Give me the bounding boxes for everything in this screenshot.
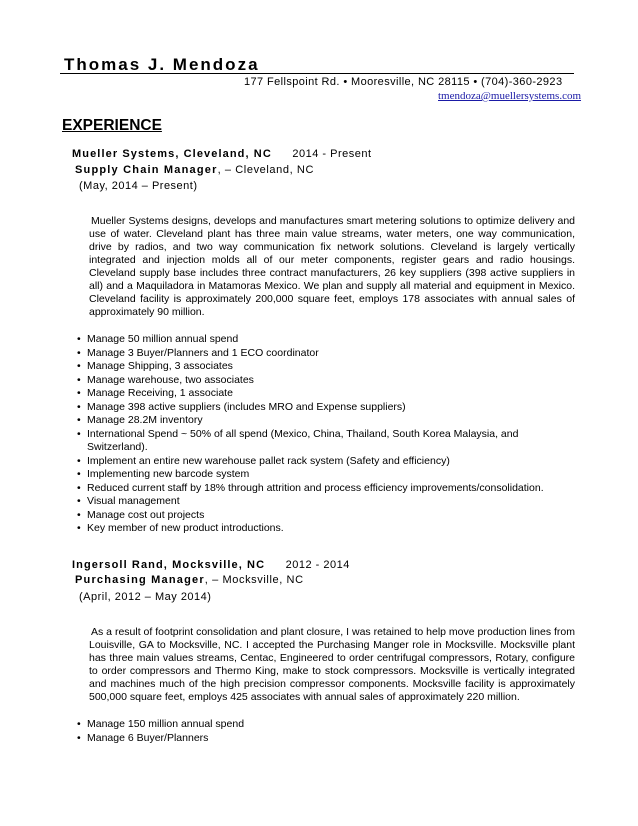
job-description: As a result of footprint consolidation and plant closure, I was retained to help move production lines from Louisville, GA to Mocksville, NC. I accepted the Purchasing Manger role in Mocksville. Mocksville plant has three main values streams, Centac, Engineered to order centrifugal compressors, Rotary, configure to order compressors and Thermo King, make to stock compressors. Mocksville is vertically integrated and machines much of the high precision compressor components. Mocksville facility is approximately 500,000 square feet, employs 425 associates with annual sales of approximately 220 million. — [89, 626, 575, 703]
job-title: Purchasing Manager — [75, 574, 205, 586]
job-header — [72, 144, 372, 162]
list-item: • Key member of new product introductions. — [77, 522, 577, 536]
list-item: • Manage warehouse, two associates — [77, 374, 577, 388]
list-item: • Manage 398 active suppliers (includes MRO and Expense suppliers) — [77, 401, 577, 415]
job-title-line — [75, 164, 314, 176]
job-description: Mueller Systems designs, develops and manufactures smart metering solutions to optimize delivery and use of water. Cleveland plant has three main value streams, water meters, one way communication, drive by radios, and two way communication fix network solutions. Cleveland is largely vertically integrated and injection molds all of our meter components, register gears and radio housings. Cleveland supply base includes three contract manufacturers, 26 key suppliers (398 active suppliers in all) and a Maquiladora in Matamoras Mexico. We plan and supply all material and equipment in Mexico. Cleveland facility is approximately 200,000 square feet, employs 178 associates with annual sales of approximately 90 million. — [89, 215, 575, 318]
list-item: • Manage 150 million annual spend — [77, 718, 577, 732]
job-period: (May, 2014 – Present) — [79, 180, 198, 192]
job-dates: 2012 - 2014 — [285, 559, 350, 571]
list-item: • Manage cost out projects — [77, 509, 577, 523]
job-bullet-list — [77, 333, 577, 536]
company-name: Ingersoll Rand, Mocksville, NC — [72, 559, 266, 571]
job-bullet-list — [77, 718, 577, 745]
list-item: • International Spend ~ 50% of all spend (Mexico, China, Thailand, South Korea Malaysia, and Switzerland). — [77, 428, 577, 455]
list-item: • Implement an entire new warehouse pallet rack system (Safety and efficiency) — [77, 455, 577, 469]
list-item: • Manage 28.2M inventory — [77, 414, 577, 428]
list-item: • Manage 6 Buyer/Planners — [77, 732, 577, 746]
job-dates: 2014 - Present — [292, 148, 372, 160]
job-location: , – Mocksville, NC — [204, 574, 304, 586]
job-location: , – Cleveland, NC — [217, 164, 314, 176]
company-name: Mueller Systems, Cleveland, NC — [72, 148, 272, 160]
header-divider — [60, 73, 574, 74]
list-item: • Manage 50 million annual spend — [77, 333, 577, 347]
job-period: (April, 2012 – May 2014) — [79, 591, 212, 603]
list-item: • Manage Shipping, 3 associates — [77, 360, 577, 374]
list-item: • Manage 3 Buyer/Planners and 1 ECO coordinator — [77, 347, 577, 361]
list-item: • Implementing new barcode system — [77, 468, 577, 482]
section-title-experience: EXPERIENCE — [62, 117, 162, 134]
job-title-line — [75, 574, 304, 586]
list-item: • Visual management — [77, 495, 577, 509]
list-item: • Reduced current staff by 18% through attrition and process efficiency improvements/consolidation. — [77, 482, 577, 496]
candidate-name: Thomas J. Mendoza — [64, 55, 260, 74]
job-header — [72, 555, 350, 573]
contact-address: 177 Fellspoint Rd. • Mooresville, NC 28115 • (704)-360-2923 — [244, 76, 563, 88]
list-item: • Manage Receiving, 1 associate — [77, 387, 577, 401]
contact-email-link[interactable]: tmendoza@muellersystems.com — [438, 90, 582, 102]
job-title: Supply Chain Manager — [75, 164, 218, 176]
